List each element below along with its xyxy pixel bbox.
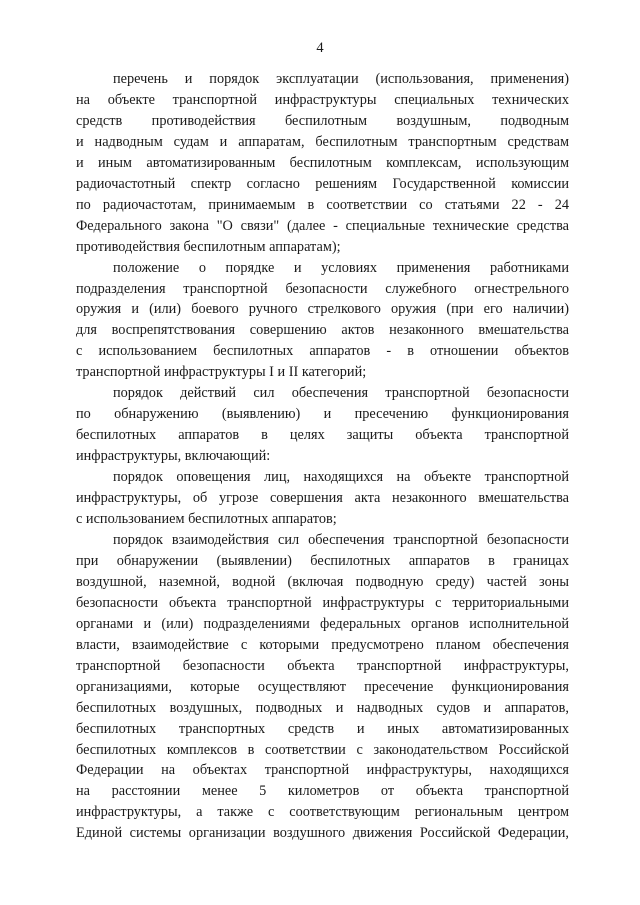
text-line: порядок действий сил обеспечения транспортной безопасности [113,385,569,402]
text-line: инфраструктуры, включающий: [76,448,271,465]
text-line: беспилотных аппаратов в целях защиты объекта транспортной [76,427,569,444]
text-line: Федерации на объектах транспортной инфраструктуры, находящихся [76,762,569,779]
text-line: порядок взаимодействия сил обеспечения транспортной безопасности [113,531,569,548]
text-line: инфраструктуры, об угрозе совершения акта незаконного вмешательства [76,490,569,507]
text-line: беспилотных транспортных средств и иных автоматизированных [76,720,569,737]
text-line: с использованием беспилотных аппаратов - в отношении объектов [76,343,569,360]
paragraph [76,69,569,258]
text-line: порядок оповещения лиц, находящихся на объекте транспортной [113,469,569,486]
text-line: организациями, которые осуществляют пресечение функционирования [76,678,569,695]
body-text [76,69,569,844]
text-line: по обнаружению (выявлению) и пресечению функционирования [76,406,569,423]
text-line: воздушной, наземной, водной (включая подводную среду) частей зоны [76,573,569,590]
paragraph [76,258,569,384]
text-line: транспортной инфраструктуры I и II категорий; [76,364,367,381]
text-line: на расстоянии менее 5 километров от объекта транспортной [76,783,569,800]
text-line: оружия и (или) боевого ручного стрелкового оружия (при его наличии) [76,301,569,318]
text-line: перечень и порядок эксплуатации (использования, применения) [113,71,569,87]
text-line: Единой системы организации воздушного движения Российской Федерации, [76,825,569,842]
page-number: 4 [316,40,324,56]
text-line: при обнаружении (выявлении) беспилотных аппаратов в границах [76,552,569,569]
paragraph [76,383,569,467]
paragraph [76,467,569,530]
text-line: органами и (или) подразделениями федеральных органов исполнительной [76,615,569,632]
text-line: власти, взаимодействие с которыми предусмотрено планом обеспечения [76,636,569,653]
text-line: средств противодействия беспилотным воздушным, подводным [76,112,569,129]
text-line: для воспрепятствования совершению актов незаконного вмешательства [76,322,569,339]
text-line: беспилотных комплексов в соответствии с законодательством Российской [76,741,569,758]
text-line: положение о порядке и условиях применения работниками [113,259,569,276]
text-line: инфраструктуры, а также с соответствующим региональным центром [76,804,569,821]
text-line: безопасности объекта транспортной инфраструктуры с территориальными [76,594,569,611]
text-line: беспилотных воздушных, подводных и надводных судов и аппаратов, [76,699,569,716]
text-line: радиочастотный спектр согласно решениям Государственной комиссии [76,175,569,192]
text-line: противодействия беспилотным аппаратам); [76,238,341,255]
text-line: на объекте транспортной инфраструктуры специальных технических [76,91,569,108]
text-line: подразделения транспортной безопасности служебного огнестрельного [76,280,569,297]
paragraph [76,530,569,844]
text-line: транспортной безопасности объекта транспортной инфраструктуры, [76,657,569,674]
text-line: и иным автоматизированным беспилотным комплексам, использующим [76,154,569,171]
text-line: по радиочастотам, принимаемым в соответствии со статьями 22 - 24 [76,196,569,213]
text-line: и надводным судам и аппаратам, беспилотным транспортным средствам [76,133,569,150]
text-line: с использованием беспилотных аппаратов; [76,511,337,528]
text-line: Федерального закона "О связи" (далее - специальные технические средства [76,217,569,234]
